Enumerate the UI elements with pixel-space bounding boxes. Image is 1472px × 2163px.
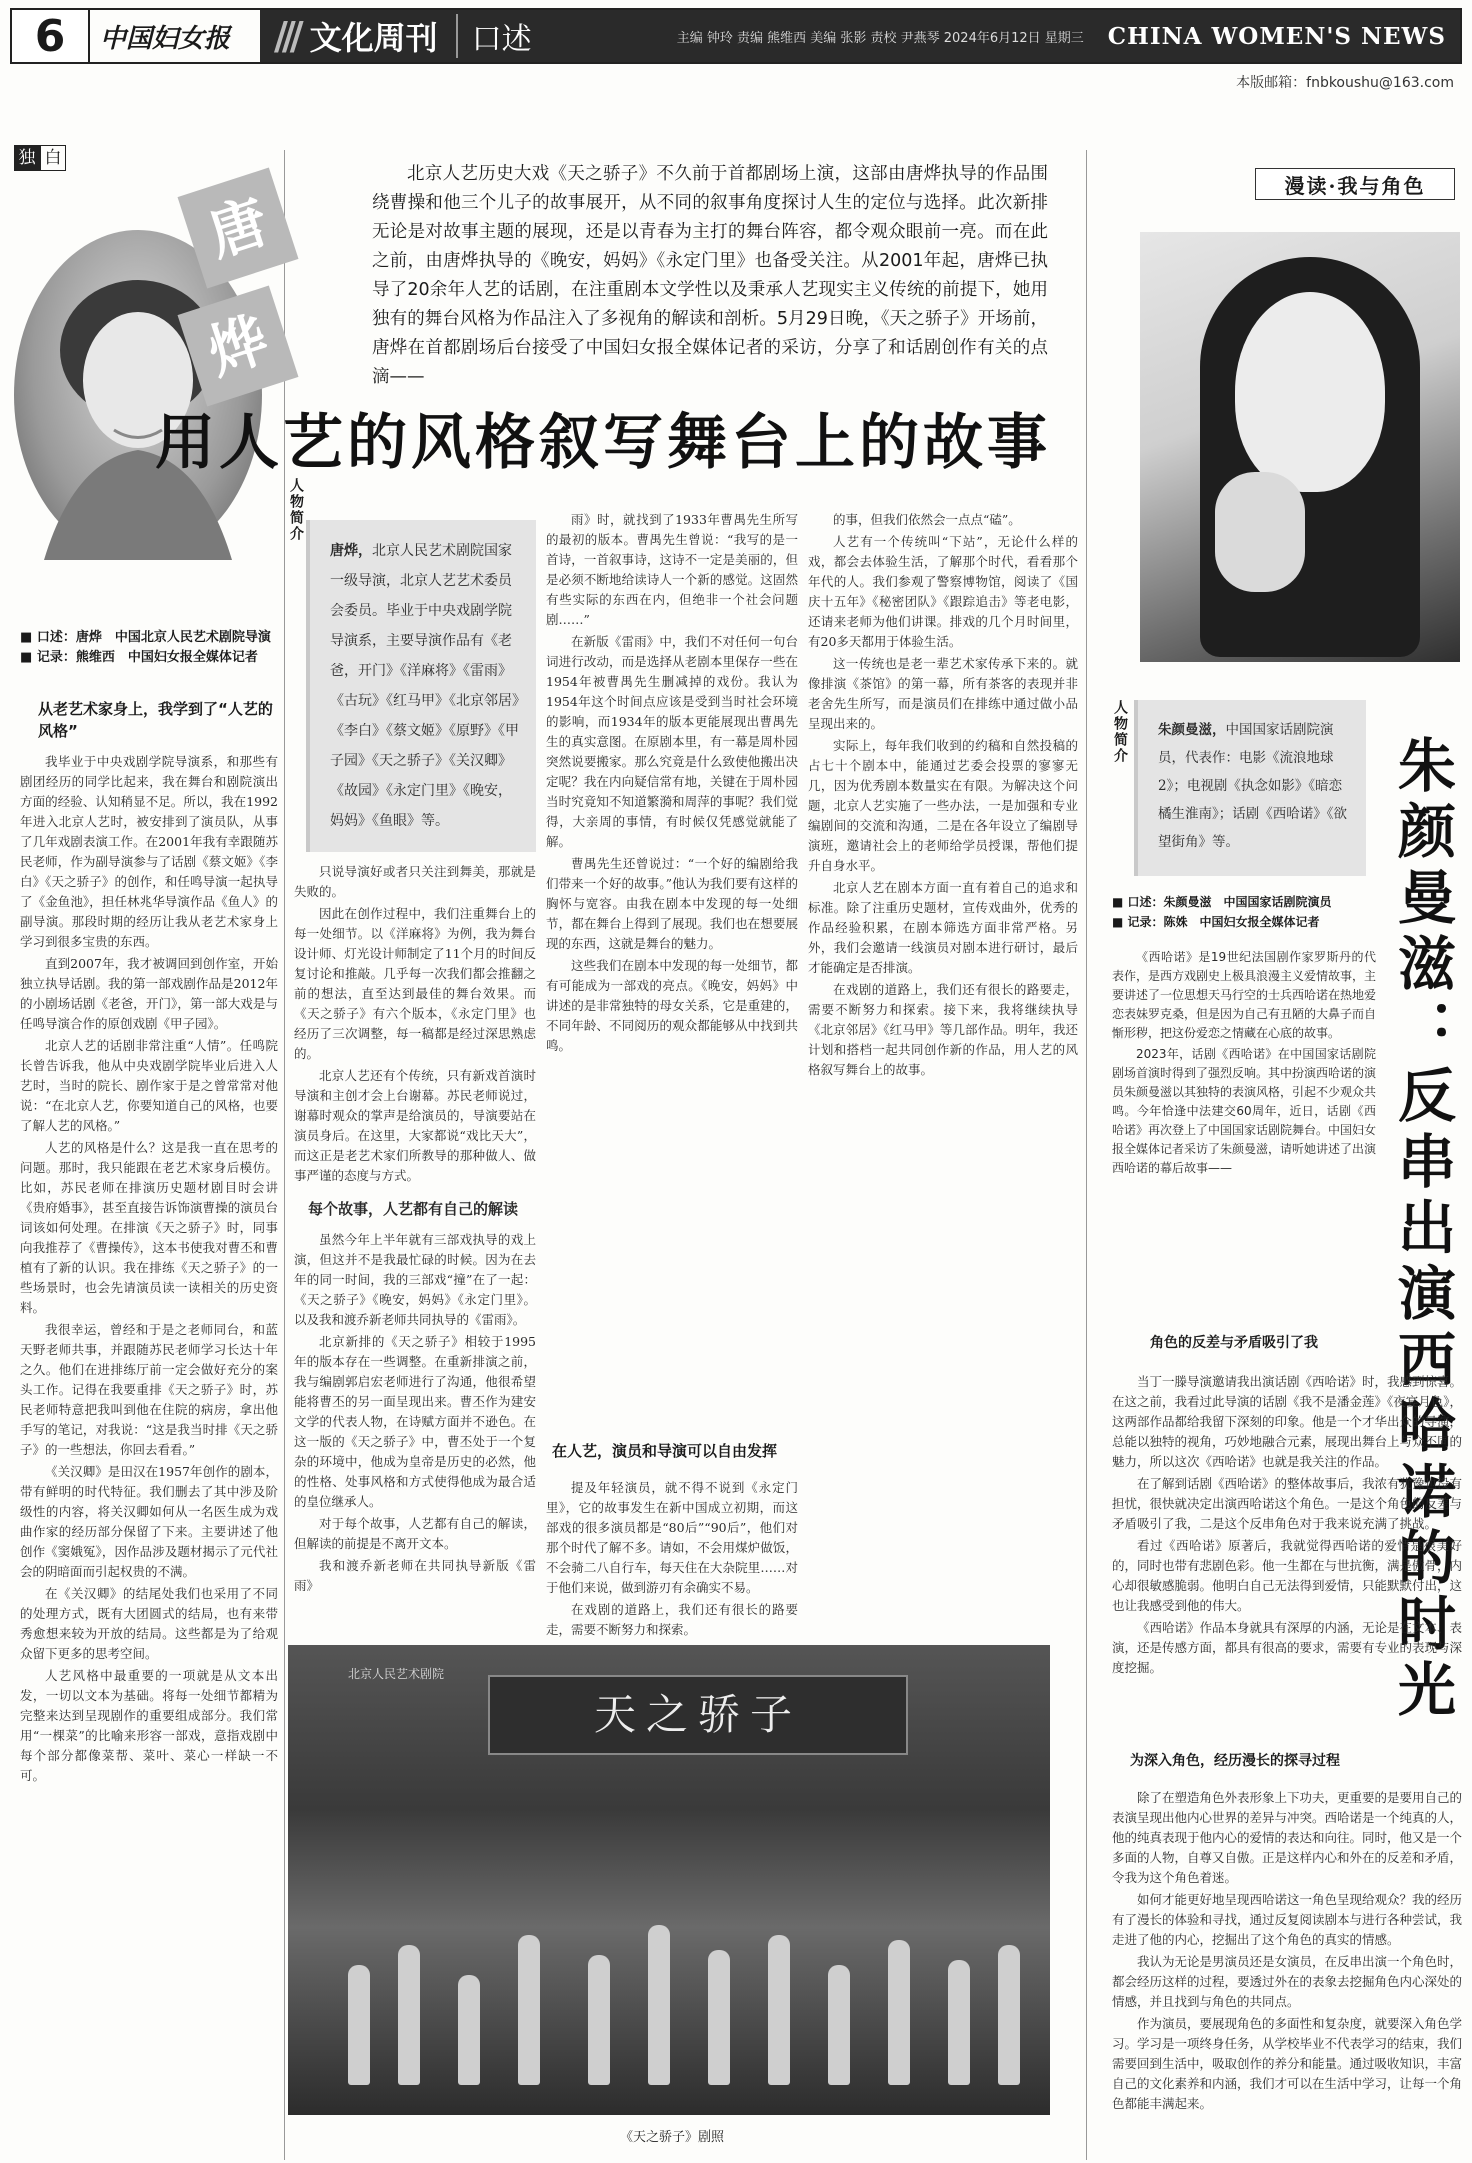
- slash-decoration: ///: [274, 14, 298, 58]
- page-number: 6: [12, 10, 90, 62]
- paragraph: 人艺有一个传统叫“下站”，无论什么样的戏，都会去体验生活，了解那个时代，看看那个年代的人。我们参观了警察博物馆，阅读了《国庆十五年》《秘密团队》《跟踪追击》等老电影，还请来老师为他们讲课。排戏的几个月时间里，有20多天都用于体验生活。: [808, 534, 1078, 649]
- paragraph: 人艺的风格是什么？这是我一直在思考的问题。那时，我只能跟在老艺术家身后模仿。比如，苏民老师在排演历史题材剧目时会讲《贵府婚事》，甚至直接告诉饰演曹操的演员台词该如何处理。在排演《天之骄子》时，同事向我推荐了《曹操传》，这本书使我对曹丕和曹植有了新的认识。我在排练《天之骄子》的一些场景时，也会先请演员读一读相关的历史资料。: [20, 1140, 278, 1315]
- actor-figure: [588, 1955, 610, 2085]
- profile-tag: 人物简介: [1112, 700, 1128, 764]
- paragraph: 我毕业于中央戏剧学院导演系，和那些有剧团经历的同学比起来，我在舞台和剧院演出方面的经验、认知稍显不足。所以，我在1992年进入北京人艺时，被安排到了演员队，从事了几年戏剧表演工作。在2001年我有幸跟随苏民老师，作为副导演参与了话剧《蔡文姬》《李白》《天之骄子》的创作，和任鸣导演一起执导了《金鱼池》，担任林兆华导演作品《鱼人》的副导演。那段时期的经历让我从老艺术家身上学习到很多宝贵的东西。: [20, 754, 278, 949]
- paragraph: 在戏剧的道路上，我们还有很长的路要走，需要不断努力和探索。: [546, 1602, 798, 1637]
- right-lead: [1112, 948, 1376, 1318]
- paragraph: 在了解到话剧《西哈诺》的整体故事后，我浓有犹豫也没有担忧，很快就决定出演西哈诺这个角色。一是这个角色的反差与矛盾吸引了我，二是这个反串角色对于我来说充满了挑战。: [1112, 1476, 1463, 1531]
- paragraph: 我和渡乔新老师在共同执导新版《雷雨》: [294, 1558, 536, 1593]
- paragraph: 在新版《雷雨》中，我们不对任何一句台词进行改动，而是选择从老剧本里保存一些在1954年被曹禺先生删减掉的戏份。我认为1954年这个时间点应该是受到当时社会环境的影响，而1934年的版本更能展现出曹禺先生的真实意图。在原剧本里，有一幕是周朴园突然说要搬家。那么究竟是什么致使他搬出决定呢？我在内向疑信常有地，关键在于周朴园当时究竟知不知道繁漪和周萍的事呢？我们觉得，大亲周的事情，有时候仅凭感觉就能了解。: [546, 634, 798, 849]
- profile-box: [1134, 700, 1366, 876]
- profile-text: 中国国家话剧院演员，代表作：电影《流浪地球2》；电视剧《执念如影》《暗恋橘生淮南》；话剧《西哈诺》《欲望街角》等。: [1158, 722, 1347, 850]
- paragraph: 北京人艺在剧本方面一直有着自己的追求和标准。除了注重历史题材，宣传戏曲外，优秀的作品经验积累，在剧本筛选方面非常严格。另外，我们会邀请一线演员对剧本进行研讨，最后才能确定是否排演。: [808, 880, 1078, 975]
- actor-figure: [888, 1940, 910, 2085]
- paragraph: 《西哈诺》作品本身就具有深厚的内涵，无论是在文本、表演，还是传感方面，都具有很高的要求，需要有专业的表现与深度挖掘。: [1112, 1620, 1463, 1675]
- paragraph: 对于每个故事，人艺都有自己的解读，但解读的前提是不离开文本。: [294, 1516, 536, 1551]
- photo-caption: 《天之骄子》剧照: [620, 2130, 725, 2145]
- paragraph: 北京人艺还有个传统，只有新戏首演时导演和主创才会上台谢幕。苏民老师说过，谢幕时观众的掌声是给演员的，导演要站在演员身后。在这里，大家都说“戏比天大”，而这正是老艺术家们所教导的那种做人、做事严谨的态度与方式。: [294, 1068, 536, 1183]
- actor-figure: [398, 1945, 420, 2085]
- byline-recorder: ■ 记录：陈姝 中国妇女报全媒体记者: [1112, 912, 1332, 932]
- paragraph: 这一传统也是老一辈艺术家传承下来的。就像排演《茶馆》的第一幕，所有茶客的表现并非老舍先生所写，而是演员们在排练中通过做小品呈现出来的。: [808, 656, 1078, 731]
- paragraph: 提及年轻演员，就不得不说到《永定门里》，它的故事发生在新中国成立初期，而这部戏的很多演员都是“80后”“90后”，他们对那个时代了解不多。请如，不会用煤炉做饭，不会骑二八自行车，每天住在大杂院里……对于他们来说，做到游刃有余确实不易。: [546, 1480, 798, 1595]
- photo-corner-text: 北京人民艺术剧院: [348, 1667, 445, 1681]
- column-tag-right: 漫读·我与角色: [1255, 168, 1455, 200]
- sub-heading: 在人艺，演员和导演可以自由发挥: [552, 1442, 778, 1460]
- paragraph: 这些我们在剧本中发现的每一处细节，都有可能成为一部戏的亮点。《晚安，妈妈》中讲述的是非常独特的母女关系，它是重建的，不同年龄、不同阅历的观众都能够从中找到共鸣。: [546, 958, 798, 1053]
- column-tag-char: 独: [14, 145, 40, 171]
- article-column: [546, 510, 798, 1330]
- right-headline: 朱颜曼滋：反串出演西哈诺的时光: [1388, 735, 1456, 1725]
- article-column: [1112, 1372, 1462, 1736]
- byline: [20, 628, 271, 668]
- actor-figure: [458, 1975, 480, 2085]
- article-column: [808, 510, 1078, 1635]
- paragraph: 直到2007年，我才被调回到创作室，开始独立执导话剧。我的第一部戏剧作品是2012年的小剧场话剧《老爸，开门》，第一部大戏是与任鸣导演合作的原创戏剧《甲子园》。: [20, 956, 278, 1031]
- paragraph: 我认为无论是男演员还是女演员，在反串出演一个角色时，都会经历这样的过程，要透过外在的表象去挖掘角色内心深处的情感，并且找到与角色的共同点。: [1112, 1954, 1463, 2009]
- article-column: [20, 752, 278, 2132]
- column-tag-char: 白: [40, 145, 66, 171]
- actor-figure: [768, 1935, 790, 2085]
- paragraph: 实际上，每年我们收到的约稿和自然投稿的占七十个剧本中，能通过艺委会投票的寥寥无几，因为优秀剧本数量实在有限。为解决这个问题，北京人艺实施了一些办法，一是加强和专业编剧间的交流和沟通，二是在各年设立了编剧导演班，邀请社会上的老师给学员授课，帮他们提升自身水平。: [808, 738, 1078, 873]
- portrait-face: [1235, 292, 1385, 492]
- name-char: 烨: [178, 286, 299, 407]
- page-email: 本版邮箱：fnbkoushu@163.com: [1236, 75, 1454, 91]
- paragraph: 只说导演好或者只关注到舞美，那就是失败的。: [294, 864, 536, 899]
- paragraph: 《关汉卿》是田汉在1957年创作的剧本，带有鲜明的时代特征。我们删去了其中涉及阶级性的内容，将关汉卿如何从一名医生成为戏曲作家的经历部分保留了下来。主要讲述了他创作《窦娥冤》，因作品涉及题材揭示了元代社会的阴暗面而引起权贵的不满。: [20, 1464, 278, 1579]
- profile-text: 北京人民艺术剧院国家一级导演，北京人艺艺术委员会委员。毕业于中央戏剧学院导演系，主要导演作品有《老爸，开门》《洋麻将》《雷雨》《古玩》《红马甲》《北京邻居》《李白》《蔡文姬》《原野》《甲子园》《天之骄子》《关汉卿》《故园》《永定门里》《晚安，妈妈》《鱼眼》等。: [330, 543, 519, 829]
- actor-figure: [648, 1925, 670, 2085]
- paragraph: 2023年，话剧《西哈诺》在中国国家话剧院剧场首演时得到了强烈反响。其中扮演西哈诺的演员朱颜曼滋以其独特的表演风格，引起不少观众共鸣。今年恰逢中法建交60周年，近日，话剧《西哈诺》再次登上了中国国家话剧院舞台。中国妇女报全媒体记者采访了朱颜曼滋，请听她讲述了出演西哈诺的幕后故事——: [1112, 1047, 1377, 1175]
- paragraph: 虽然今年上半年就有三部戏执导的戏上演，但这并不是我最忙碌的时候。因为在去年的同一时间，我的三部戏“撞”在了一起：《天之骄子》《晚安，妈妈》《永定门里》。以及我和渡乔新老师共同执导的《雷雨》。: [294, 1232, 536, 1327]
- paragraph: 北京新排的《天之骄子》相较于1995年的版本存在一些调整。在重新排演之前，我与编剧郭启宏老师进行了沟通，他很希望能将曹丕的另一面呈现出来。曹丕作为建安文学的代表人物，在诗赋方面并不逊色。在这一版的《天之骄子》中，曹丕处于一个复杂的环境中，他成为皇帝是历史的必然，他的性格、处事风格和方式使得他成为最合适的皇位继承人。: [294, 1334, 536, 1509]
- portrait-hand: [1215, 472, 1305, 592]
- sub-heading: 每个故事，人艺都有自己的解读: [308, 1200, 519, 1218]
- paragraph: 如何才能更好地呈现西哈诺这一角色呈现给观众？我的经历有了漫长的体验和寻找，通过反复阅读剧本与进行各种尝试，我走进了他的内心，挖掘出了这个角色的真实的情感。: [1112, 1892, 1463, 1947]
- actor-figure: [348, 1965, 370, 2085]
- byline: [1112, 892, 1332, 932]
- portrait-zhu-yan-man-zi: [1140, 232, 1460, 662]
- sub-section-title: 口述: [456, 14, 532, 58]
- paragraph: 在戏剧的道路上，我们还有很长的路要走，需要不断努力和探索。接下来，我将继续执导《北京邻居》《红马甲》等几部作品。明年，我还计划和搭档一起共同创作新的作品，用人艺的风格叙写舞台上的故事。: [808, 982, 1078, 1077]
- article-column: [294, 862, 536, 1593]
- actor-figure: [828, 1965, 850, 2085]
- paragraph: 雨》时，就找到了1933年曹禺先生所写的最初的版本。曹禺先生曾说：“我写的是一首诗，一首叙事诗，这诗不一定是美丽的，但是必须不断地给读诗人一个新的感觉。这固然有些实际的东西在内，但绝非一个社会问题剧……”: [546, 512, 798, 627]
- paragraph: 我很幸运，曾经和于是之老师同台，和蓝天野老师共事，并跟随苏民老师学习长达十年之久。他们在进排练厅前一定会做好充分的案头工作。记得在我要重排《天之骄子》时，苏民老师特意把我叫到他在住院的病房，拿出他手写的笔记，对我说：“这是我当时排《天之骄子》的一些想法，你回去看看。”: [20, 1322, 278, 1457]
- paper-name: 中国妇女报: [100, 23, 231, 54]
- paragraph: 的事，但我们依然会一点点“磕”。: [833, 512, 1021, 527]
- name-badge: [190, 180, 286, 394]
- article-column: [1112, 1788, 1462, 2148]
- profile-box: [306, 520, 536, 852]
- headline: 用人艺的风格叙写舞台上的故事: [155, 408, 1051, 478]
- editor-credits: 主编 钟玲 责编 熊维西 美编 张影 责校 尹燕琴 2024年6月12日 星期三: [676, 30, 1084, 46]
- english-paper-name: CHINA WOMEN'S NEWS: [1107, 22, 1446, 50]
- sub-heading: 为深入角色，经历漫长的探寻过程: [1130, 1753, 1340, 1769]
- profile-name: 唐烨，: [330, 543, 372, 559]
- paragraph: 当丁一滕导演邀请我出演话剧《西哈诺》时，我感到惊喜。在这之前，我看过此导演的话剧《我不是潘金莲》《夜宴月色》，这两部作品都给我留下深刻的印象。他是一个才华出众的导演，总能以独特的视角，巧妙地融合元素，展现出舞台上与众不同的魅力，所以这次《西哈诺》也就是我关注的作品。: [1112, 1374, 1463, 1469]
- article-column: [546, 1478, 798, 1638]
- section-bar: [260, 10, 1460, 62]
- actor-figure: [518, 1935, 540, 2085]
- stage-photo: [288, 1645, 1050, 2115]
- byline-recorder: ■ 记录：熊维西 中国妇女报全媒体记者: [20, 648, 271, 668]
- profile-tag: 人物简介: [288, 478, 304, 542]
- paragraph: 作为演员，要展现角色的多面性和复杂度，就要深入角色学习。学习是一项终身任务，从学校毕业不代表学习的结束，我们需要回到生活中，吸取创作的养分和能量。通过吸收知识，丰富自己的文化素养和内涵，我们才可以在生活中学习，让每一个角色都能丰满起来。: [1112, 2016, 1463, 2111]
- sub-heading: 从老艺术家身上，我学到了“人艺的风格”: [38, 700, 273, 740]
- paragraph: 北京人艺的话剧非常注重“人情”。任鸣院长曾告诉我，他从中央戏剧学院毕业后进入人艺时，当时的院长、剧作家于是之曾常常对他说：“在北京人艺，你要知道自己的风格，也要了解人艺的风格。”: [20, 1038, 278, 1133]
- actor-figure: [998, 1945, 1020, 2085]
- paragraph: 除了在塑造角色外表形象上下功夫，更重要的是要用自己的表演呈现出他内心世界的差异与冲突。西哈诺是一个纯真的人，他的纯真表现于他内心的爱情的表达和向往。同时，他又是一个多面的人物，自尊又自傲。正是这样内心和外在的反差和矛盾，令我为这个角色着迷。: [1112, 1790, 1463, 1885]
- sub-heading: 角色的反差与矛盾吸引了我: [1150, 1335, 1318, 1351]
- paragraph: 在《关汉卿》的结尾处我们也采用了不同的处理方式，既有大团圆式的结局，也有来带秀愈想来较为开放的结局。这些都是为了给观众留下更多的思考空间。: [20, 1586, 278, 1661]
- actor-figure: [708, 1950, 730, 2085]
- section-title: 文化周刊: [309, 19, 438, 57]
- byline-narrator: ■ 口述：唐烨 中国北京人民艺术剧院导演: [20, 628, 271, 648]
- masthead: [10, 8, 1462, 64]
- paragraph: 看过《西哈诺》原著后，我就觉得西哈诺的爱情是很美好的，同时也带有悲剧色彩。他一生都在与世抗衡，满是傲骨，内心却很敏感脆弱。他明白自己无法得到爱情，只能默默付出，这也让我感受到他的伟大。: [1112, 1538, 1463, 1613]
- paragraph: 曹禺先生还曾说过：“一个好的编剧给我们带来一个好的故事。”他认为我们要有这样的胸怀与宽容。由我在剧本中发现的每一处细节，都在舞台上得到了展现。我们也在想要展现的东西，这就是舞台的魅力。: [546, 856, 798, 951]
- lead-paragraph: 北京人艺历史大戏《天之骄子》不久前于首都剧场上演，这部由唐烨执导的作品围绕曹操和他三个儿子的故事展开，从不同的叙事角度探讨人生的定位与选择。此次新排无论是对故事主题的展现，还是以青春为主打的舞台阵容，都令观众眼前一亮。而在此之前，由唐烨执导的《晚安，妈妈》《永定门里》也备受关注。从2001年起，唐烨已执导了20余年人艺的话剧，在注重剧本文学性以及秉承人艺现实主义传统的前提下，她用独有的舞台风格为作品注入了多视角的解读和剖析。5月29日晚，《天之骄子》开场前，唐烨在首都剧场后台接受了中国妇女报全媒体记者的采访，分享了和话剧创作有关的点滴——: [372, 164, 1048, 387]
- name-char: 唐: [178, 168, 299, 289]
- paragraph: 人艺风格中最重要的一项就是从文本出发，一切以文本为基础。将每一处细节都精为完整来达到呈现剧作的重要组成部分。我们常用“一棵菜”的比喻来形容一部戏，意指戏剧中每个部分都像菜帮、菜叶、菜心一样缺一不可。: [20, 1668, 278, 1783]
- paragraph: 《西哈诺》是19世纪法国剧作家罗斯丹的代表作，是西方戏剧史上极具浪漫主义爱情故事，主要讲述了一位思想天马行空的士兵西哈诺在热地爱恋表妹罗克桑，但是因为自己有丑陋的大鼻子而自惭形秽，把这份爱恋之情藏在心底的故事。: [1112, 950, 1377, 1040]
- actor-figure: [948, 1960, 970, 2085]
- column-rule: [1086, 150, 1087, 2160]
- stage-banner: 天之骄子: [488, 1675, 908, 1755]
- byline-narrator: ■ 口述：朱颜曼滋 中国国家话剧院演员: [1112, 892, 1332, 912]
- paragraph: 因此在创作过程中，我们注重舞台上的每一处细节。以《洋麻将》为例，我为舞台设计师、灯光设计师制定了11个月的时间反复讨论和推敲。几乎每一次我们都会推翻之前的想法，直至达到最佳的舞台效果。而《天之骄子》有六个版本，《永定门里》也经历了三次调整，每一稿都是经过深思熟虑的。: [294, 906, 536, 1061]
- profile-name: 朱颜曼滋，: [1158, 722, 1226, 738]
- column-tag: [14, 145, 66, 171]
